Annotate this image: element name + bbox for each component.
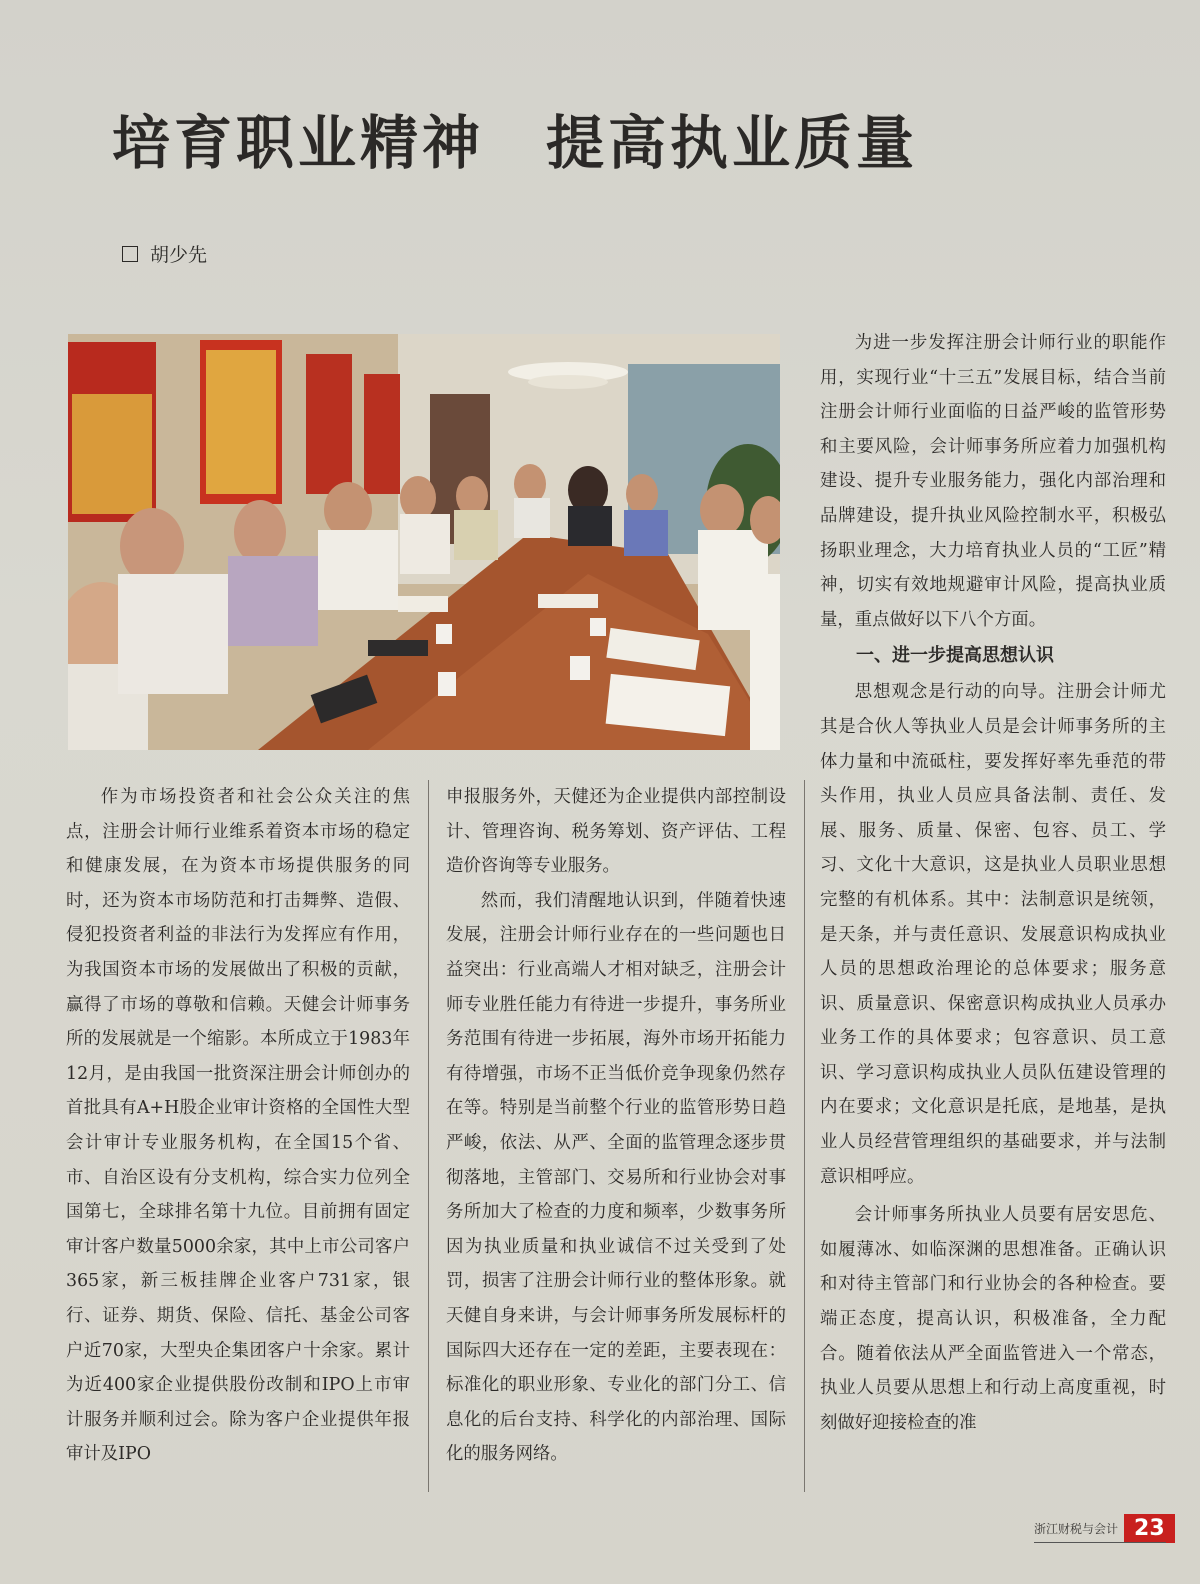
column-1 [66, 780, 410, 1472]
column-3 [820, 326, 1166, 1440]
column-2 [446, 780, 786, 1472]
square-bullet-icon [122, 246, 138, 262]
author-name: 胡少先 [150, 244, 208, 266]
article-title: 培育职业精神 提高执业质量 [112, 109, 919, 177]
col2-paragraph-continued: 申报服务外，天健还为企业提供内部控制设计、管理咨询、税务筹划、资产评估、工程造价咨询等专业服务。 [446, 787, 786, 877]
col3-paragraph: 会计师事务所执业人员要有居安思危、如履薄冰、如临深渊的思想准备。正确认识和对待主管部门和行业协会的各种检查。要端正态度，提高认识，积极准备，全力配合。随着依法从严全面监管进入一个常态，执业人员要从思想上和行动上高度重视，时刻做好迎接检查的准 [820, 1205, 1166, 1433]
section-heading: 一、进一步提高思想认识 [856, 645, 1054, 667]
col3-intro: 为进一步发挥注册会计师行业的职能作用，实现行业“十三五”发展目标，结合当前注册会计师行业面临的日益严峻的监管形势和主要风险，会计师事务所应着力加强机构建设、提升专业服务能力，强化内部治理和品牌建设，提升执业风险控制水平，积极弘扬职业理念，大力培育执业人员的“工匠”精神，切实有效地规避审计风险，提高执业质量，重点做好以下八个方面。 [820, 333, 1166, 630]
page-footer [1034, 1514, 1175, 1543]
magazine-name: 浙江财税与会计 [1034, 1522, 1119, 1536]
footer-rule [1034, 1542, 1166, 1543]
column-divider [428, 780, 429, 1492]
column-divider [804, 780, 805, 1492]
byline [122, 240, 207, 267]
page-number: 23 [1124, 1514, 1175, 1543]
col2-paragraph: 然而，我们清醒地认识到，伴随着快速发展，注册会计师行业存在的一些问题也日益突出：行业高端人才相对缺乏，注册会计师专业胜任能力有待进一步提升，事务所业务范围有待进一步拓展，海外市场开拓能力有待增强，市场不正当低价竞争现象仍然存在等。特别是当前整个行业的监管形势日趋严峻，依法、从严、全面的监管理念逐步贯彻落地，主管部门、交易所和行业协会对事务所加大了检查的力度和频率，少数事务所因为执业质量和执业诚信不过关受到了处罚，损害了注册会计师行业的整体形象。就天健自身来讲，与会计师事务所发展标杆的国际四大还存在一定的差距，主要表现在：标准化的职业形象、专业化的部门分工、信息化的后台支持、科学化的内部治理、国际化的服务网络。 [446, 890, 786, 1465]
col1-paragraph: 作为市场投资者和社会公众关注的焦点，注册会计师行业维系着资本市场的稳定和健康发展，在为资本市场提供服务的同时，还为资本市场防范和打击舞弊、造假、侵犯投资者利益的非法行为发挥应有作用，为我国资本市场的发展做出了积极的贡献，赢得了市场的尊敬和信赖。天健会计师事务所的发展就是一个缩影。本所成立于1983年12月，是由我国一批资深注册会计师创办的首批具有A+H股企业审计资格的全国性大型会计审计专业服务机构，在全国15个省、市、自治区设有分支机构，综合实力位列全国第七，全球排名第十九位。目前拥有固定审计客户数量5000余家，其中上市公司客户365家，新三板挂牌企业客户731家，银行、证券、期货、保险、信托、基金公司客户近70家，大型央企集团客户十余家。累计为近400家企业提供股份改制和IPO上市审计服务并顺利过会。除为客户企业提供年报审计及IPO [66, 787, 410, 1465]
meeting-photo [68, 334, 780, 750]
col3-paragraph: 思想观念是行动的向导。注册会计师尤其是合伙人等执业人员是会计师事务所的主体力量和中流砥柱，要发挥好率先垂范的带头作用，执业人员应具备法制、责任、发展、服务、质量、保密、包容、员工、学习、文化十大意识，这是执业人员职业思想完整的有机体系。其中：法制意识是统领，是天条，并与责任意识、发展意识构成执业人员的思想政治理论的总体要求；服务意识、质量意识、保密意识构成执业人员承办业务工作的具体要求；包容意识、员工意识、学习意识构成执业人员队伍建设管理的内在要求；文化意识是托底，是地基，是执业人员经营管理组织的基础要求，并与法制意识相呼应。 [820, 682, 1166, 1187]
